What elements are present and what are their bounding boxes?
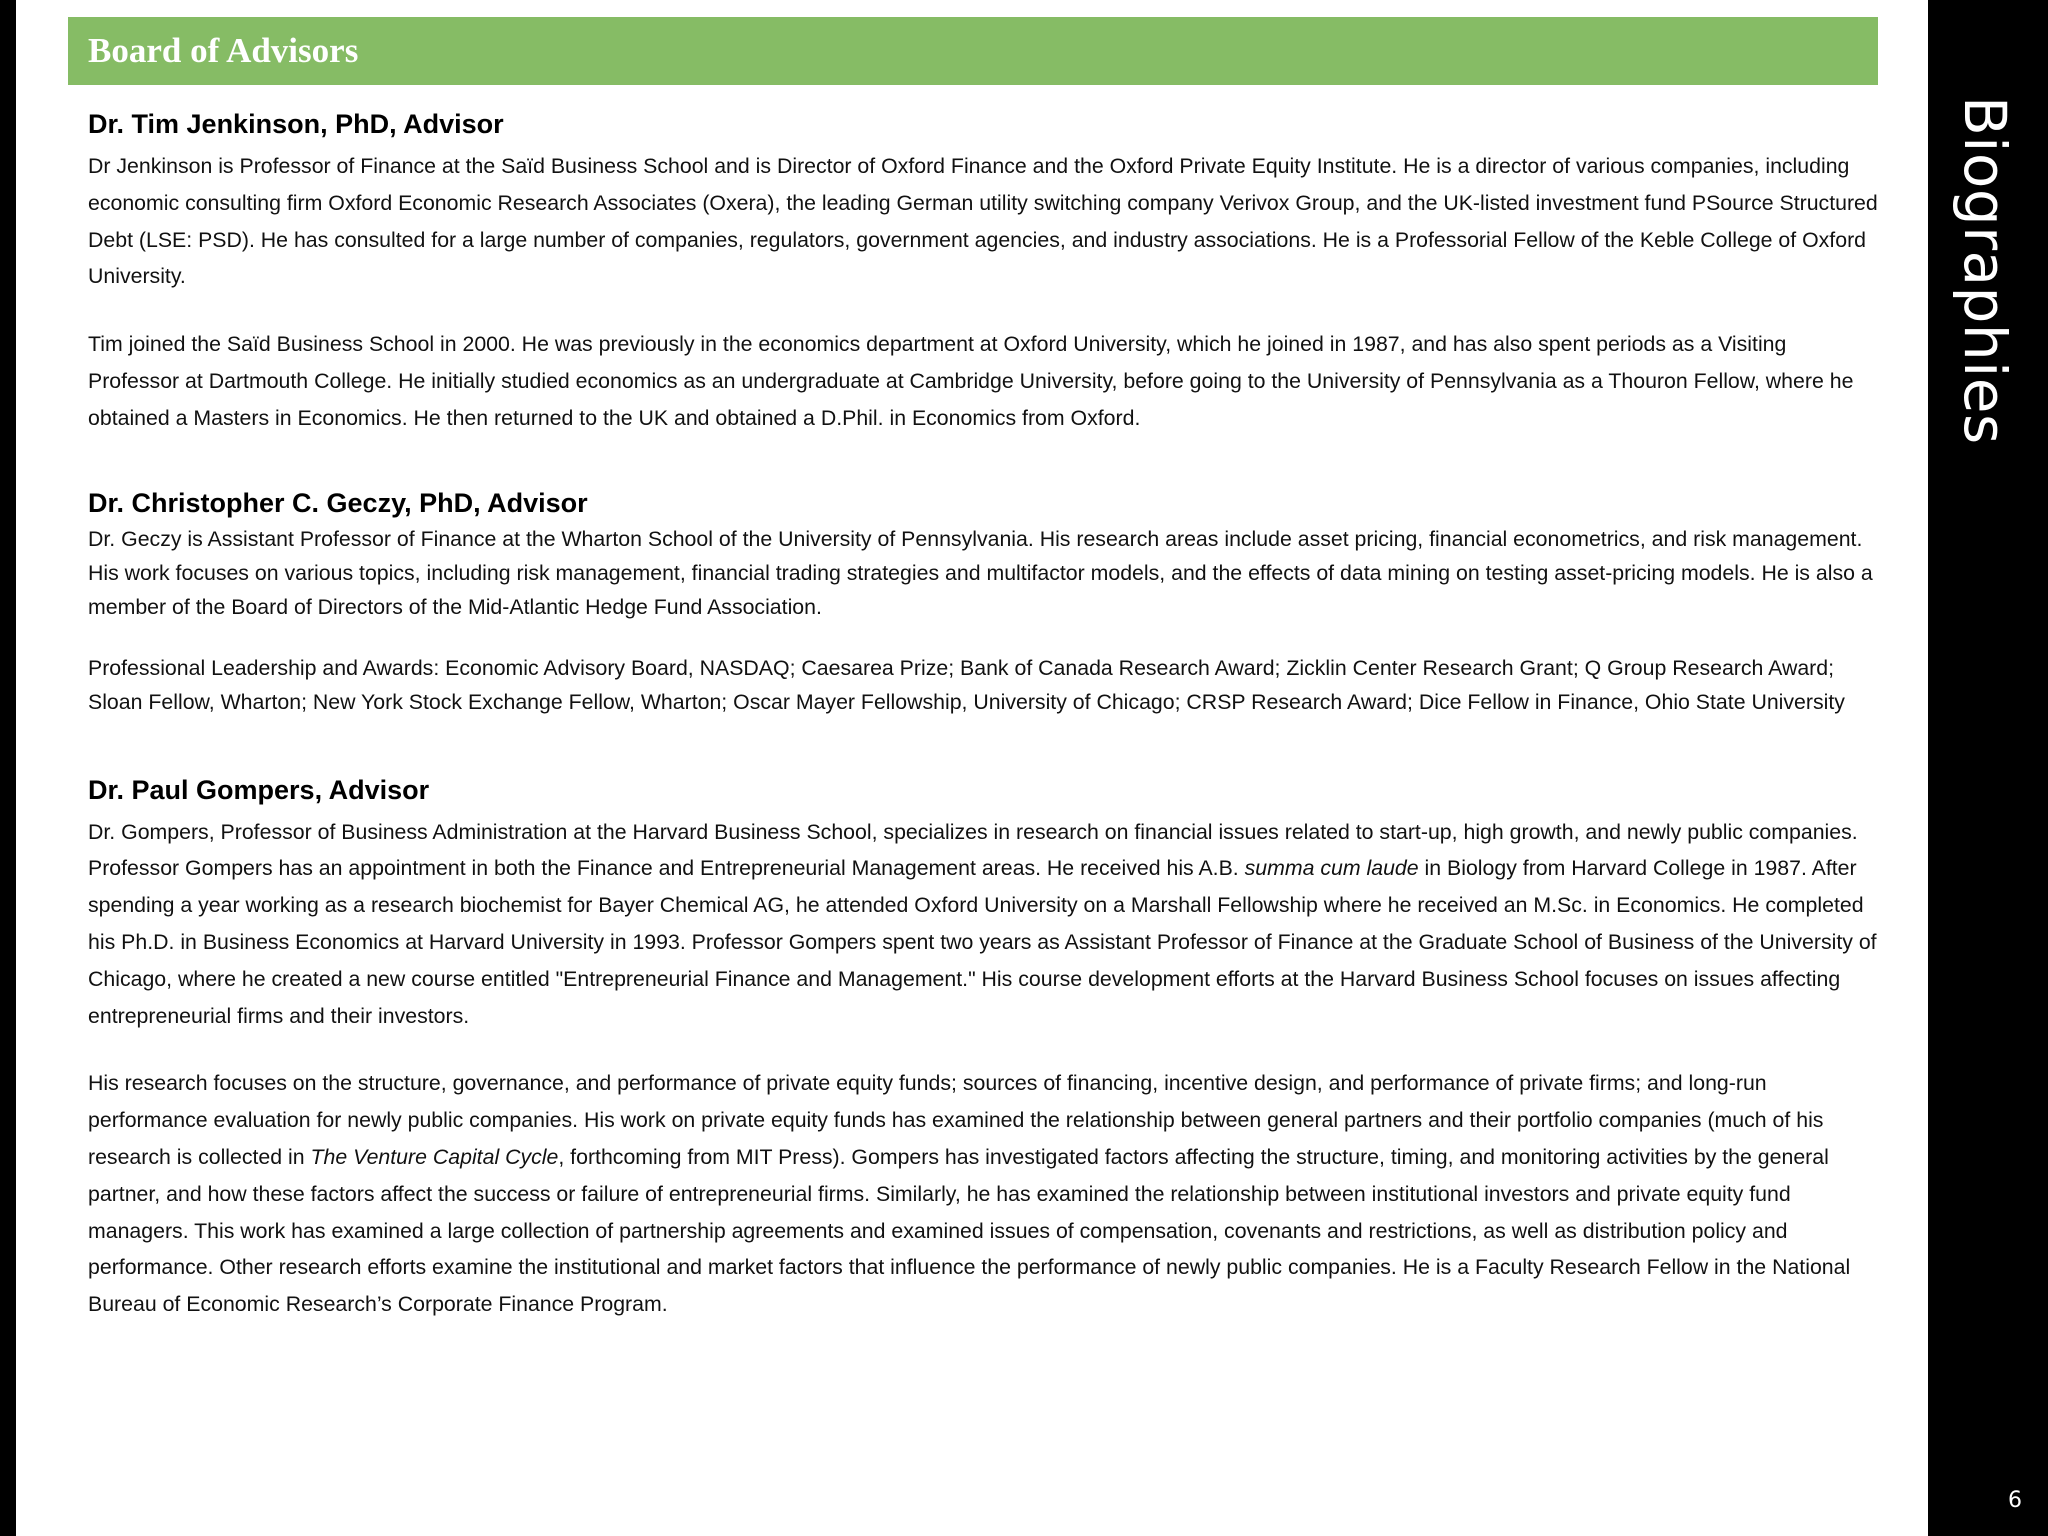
emphasis-text: summa cum laude [1244,856,1419,881]
advisor-geczy [88,483,1878,719]
advisor-bio-paragraph: Dr. Gompers, Professor of Business Administration at the Harvard Business School, specializes in research on financial issues related to start-up, high growth, and newly public companies. Professor Gompers has an appointment in both the Finance and Entrepreneurial Management areas. He received his A.B. summa cum laude in Biology from Harvard College in 1987. After spending a year working as a research biochemist for Bayer Chemical AG, he attended Oxford University on a Marshall Fellowship where he received an M.Sc. in Economics. He completed his Ph.D. in Business Economics at Harvard University in 1993. Professor Gompers spent two years as Assistant Professor of Finance at the Graduate School of Business of the University of Chicago, where he created a new course entitled "Entrepreneurial Finance and Management." His course development efforts at the Harvard Business School focuses on issues affecting entrepreneurial firms and their investors. [88,819,1877,1028]
advisor-bio-paragraph: Dr Jenkinson is Professor of Finance at the Saïd Business School and is Director of Oxford Finance and the Oxford Private Equity Institute. He is a director of various companies, including economic consulting firm Oxford Economic Research Associates (Oxera), the leading German utility switching company Verivox Group, and the UK-listed investment fund PSource Structured Debt (LSE: PSD). He has consulted for a large number of companies, regulators, government agencies, and industry associations. He is a Professorial Fellow of the Keble College of Oxford University. [88,154,1878,289]
advisor-bio-paragraph: His research focuses on the structure, governance, and performance of private equity funds; sources of financing, incentive design, and performance of private firms; and long-run performance evaluation for newly public companies. His work on private equity funds has examined the relationship between general partners and their portfolio companies (much of his research is collected in The Venture Capital Cycle, forthcoming from MIT Press). Gompers has investigated factors affecting the structure, timing, and monitoring activities by the general partner, and how these factors affect the success or failure of entrepreneurial firms. Similarly, he has examined the relationship between institutional investors and private equity fund managers. This work has examined a large collection of partnership agreements and examined issues of compensation, covenants and restrictions, as well as distribution policy and performance. Other research efforts examine the institutional and market factors that influence the performance of newly public companies. He is a Faculty Research Fellow in the National Bureau of Economic Research’s Corporate Finance Program. [88,1071,1851,1317]
advisor-gompers [88,770,1878,1323]
section-title: Board of Advisors [88,31,359,70]
page-number: 6 [2008,1488,2022,1513]
advisor-name: Dr. Paul Gompers, Advisor [88,774,430,805]
advisor-name: Dr. Tim Jenkinson, PhD, Advisor [88,109,504,139]
advisors-content [88,104,1878,1323]
advisor-bio-paragraph: Professional Leadership and Awards: Economic Advisory Board, NASDAQ; Caesarea Prize; Bank of Canada Research Award; Zicklin Center Research Grant; Q Group Research Award; Sloan Fellow, Wharton; New York Stock Exchange Fellow, Wharton; Oscar Mayer Fellowship, University of Chicago; CRSP Research Award; Dice Fellow in Finance, Ohio State University [88,655,1845,714]
advisor-jenkinson [88,104,1878,437]
left-border [0,0,16,1536]
advisor-bio-paragraph: Tim joined the Saïd Business School in 2000. He was previously in the economics department at Oxford University, which he joined in 1987, and has also spent periods as a Visiting Professor at Dartmouth College. He initially studied economics as an undergraduate at Cambridge University, before going to the University of Pennsylvania as a Thouron Fellow, where he obtained a Masters in Economics. He then returned to the UK and obtained a D.Phil. in Economics from Oxford. [88,332,1854,430]
advisor-bio-paragraph: Dr. Geczy is Assistant Professor of Finance at the Wharton School of the University of Pennsylvania. His research areas include asset pricing, financial econometrics, and risk management. His work focuses on various topics, including risk management, financial trading strategies and multifactor models, and the effects of data mining on testing asset-pricing models. He is also a member of the Board of Directors of the Mid-Atlantic Hedge Fund Association. [88,526,1873,619]
book-title: The Venture Capital Cycle [310,1144,559,1169]
section-header-bar [68,17,1878,85]
sidebar-vertical-title: Biographies [1951,96,2019,445]
advisor-name: Dr. Christopher C. Geczy, PhD, Advisor [88,487,588,518]
